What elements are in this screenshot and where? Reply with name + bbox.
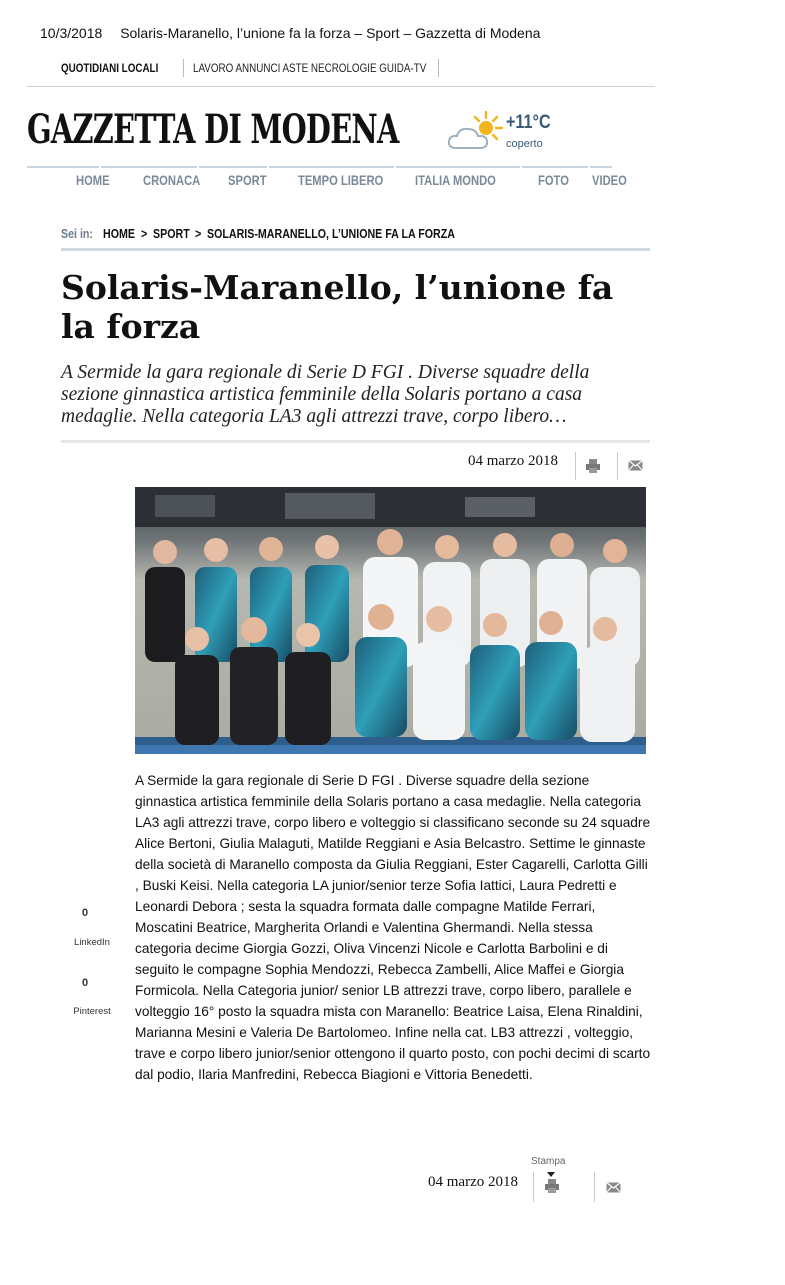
top-bar: [27, 56, 655, 87]
top-bar-divider: [183, 59, 184, 77]
nav-cronaca[interactable]: CRONACA: [101, 166, 197, 196]
tool-divider: [533, 1172, 534, 1202]
weather-widget[interactable]: [446, 110, 576, 160]
site-logo[interactable]: GAZZETTA DI MODENA: [27, 106, 399, 153]
breadcrumb-label: Sei in:: [61, 226, 93, 241]
nav-tempo-libero[interactable]: TEMPO LIBERO: [269, 166, 394, 196]
team-photo-image: [135, 487, 646, 754]
article-summary: A Sermide la gara regionale di Serie D FGI . Diverse squadre della sezione ginnastica artistica femminile della Solaris portano a casa medaglie. Nella categoria LA3 agli attrezzi trave, corpo libero…: [61, 362, 590, 427]
top-bar-divider: [438, 59, 439, 77]
article-body-text: A Sermide la gara regionale di Serie D FGI . Diverse squadre della sezione ginnastica artistica femminile della Solaris portano a casa medaglie. Nella categoria LA3 agli attrezzi trave, corpo libero e volteggio si classificano seconde su 24 squadre Alice Bertoni, Giulia Malaguti, Matilde Reggiani e Asia Belcastro. Settime le ginnaste della società di Maranello composta da Giulia Reggiani, Ester Cagarelli, Carlotta Gilli , Buski Keisi. Nella categoria LA junior/senior terze Sofia Iattici, Laura Pedretti e Leonardi Debora ; sesta la squadra formata dalle compagne Matilde Ferrari, Moscatini Beatrice, Margherita Orlandi e Valentina Ghermandi. Nella stessa categoria decime Giorgia Gozzi, Oliva Vincenzi Nicole e Carlotta Barbolini e di seguito le compagne Sophia Mendozzi, Rebecca Zambelli, Alice Maffei e Giorgia Formicola. Nella Categoria junior/ senior LB attrezzi trave, corpo libero, parallele e volteggio 16° posto la squadra mista con Maranello: Beatrice Laisa, Elena Rinaldini, Marianna Mesini e Valeria De Bartolomeo. Infine nella cat. LB3 attrezzi , volteggio, trave e corpo libero junior/senior ottengono il quarto posto, con pochi decimi di scarto dal podio, Ilaria Manfredini, Rebecca Biagioni e Vittoria Benedetti.: [135, 773, 651, 1082]
article-body: [135, 770, 651, 1085]
nav-foto[interactable]: FOTO: [522, 166, 588, 196]
weather-temperature: +11°C: [506, 112, 551, 133]
print-header: [40, 25, 540, 41]
article-date-top: 04 marzo 2018: [468, 453, 558, 469]
print-icon[interactable]: [543, 1172, 561, 1196]
quotidiani-locali-link[interactable]: QUOTIDIANI LOCALI: [61, 61, 159, 75]
article-headline: Solaris-Maranello, l’unione fa la forza: [61, 268, 614, 346]
tool-divider: [594, 1172, 595, 1202]
pinterest-share-button[interactable]: Pinterest: [73, 1006, 111, 1017]
print-date: 10/3/2018: [40, 25, 103, 41]
nav-italia-mondo[interactable]: ITALIA MONDO: [396, 166, 520, 196]
top-bar-links[interactable]: LAVORO ANNUNCI ASTE NECROLOGIE GUIDA-TV: [193, 61, 427, 75]
nav-video[interactable]: VIDEO: [590, 166, 612, 196]
article-photo[interactable]: [135, 487, 646, 754]
tool-divider: [575, 452, 576, 480]
nav-home[interactable]: HOME: [27, 166, 99, 196]
email-icon[interactable]: [606, 1182, 621, 1193]
breadcrumb-separator: >: [195, 226, 202, 241]
breadcrumb-current: SOLARIS-MARANELLO, L’UNIONE FA LA FORZA: [207, 226, 455, 241]
pinterest-count: 0: [81, 977, 89, 989]
linkedin-count: 0: [81, 907, 89, 919]
linkedin-share-button[interactable]: LinkedIn: [74, 937, 110, 948]
partly-cloudy-icon: [446, 110, 506, 154]
tool-divider: [617, 452, 618, 480]
stampa-tooltip: Stampa: [531, 1156, 566, 1167]
breadcrumb-home[interactable]: HOME: [103, 226, 135, 241]
nav-sport[interactable]: SPORT: [199, 166, 267, 196]
email-icon[interactable]: [628, 460, 643, 471]
weather-condition: coperto: [506, 138, 543, 150]
print-title: Solaris-Maranello, l’unione fa la forza – Sport – Gazzetta di Modena: [120, 25, 541, 41]
article-date-bottom: 04 marzo 2018: [428, 1174, 518, 1190]
main-nav: [27, 166, 655, 194]
print-icon[interactable]: [585, 458, 601, 474]
summary-divider: [61, 440, 650, 443]
breadcrumb-sport[interactable]: SPORT: [153, 226, 190, 241]
breadcrumb: [61, 226, 650, 251]
breadcrumb-separator: >: [141, 226, 148, 241]
